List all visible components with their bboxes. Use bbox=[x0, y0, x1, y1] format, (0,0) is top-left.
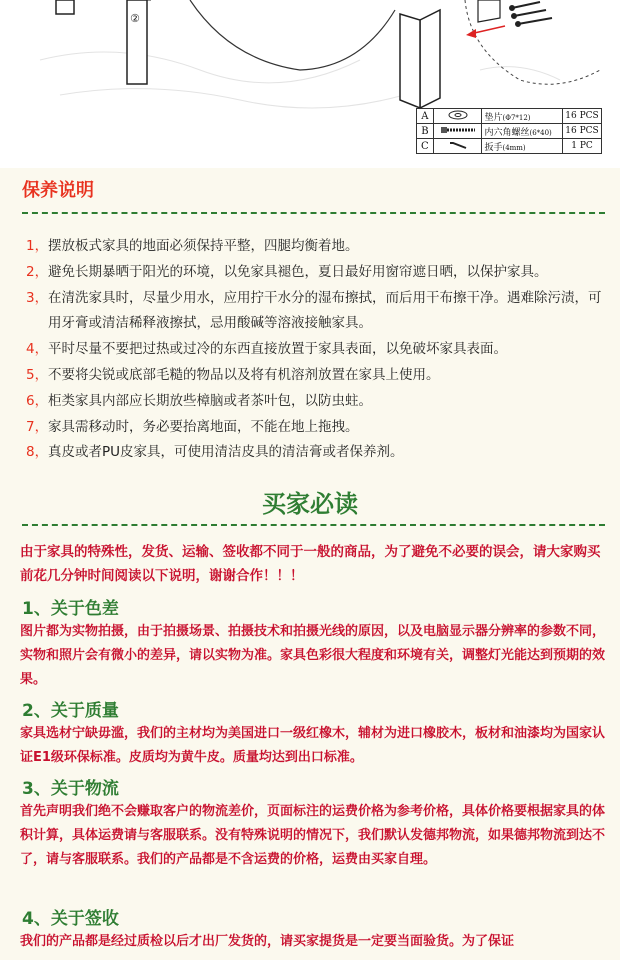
table-row bbox=[417, 109, 602, 124]
part-name: 垫片(Φ7*12) bbox=[482, 109, 563, 124]
part-qty: 16 PCS bbox=[563, 124, 602, 139]
list-item: 8， 真皮或者PU皮家具，可使用清洁皮具的清洁膏或者保养剂。 bbox=[26, 444, 404, 461]
list-item: 2， 避免长期暴晒于阳光的环境，以免家具褪色，夏日最好用窗帘遮日晒，以保护家具。 bbox=[26, 263, 548, 280]
part-letter: A bbox=[417, 109, 434, 124]
list-item: 1， 摆放板式家具的地面必须保持平整，四腿均衡着地。 bbox=[26, 238, 359, 254]
red-arrow-icon bbox=[466, 26, 505, 38]
screws-icon bbox=[510, 2, 552, 26]
list-item: 7， 家具需移动时，务必要抬离地面，不能在地上拖拽。 bbox=[26, 418, 359, 435]
section-text-logistics: 首先声明我们绝不会赚取客户的物流差价，页面标注的运费价格为参考价格，具体价格要根据家具的体积计算，具体运费请与客服联系。没有特殊说明的情况下，我们默认发德邦物流，如果德邦物流到达不了，请与客服联系。我们的产品都是不含运费的价格，运费由买家自理。 bbox=[20, 804, 606, 867]
hex-wrench-icon bbox=[433, 139, 482, 154]
hex-screw-icon bbox=[433, 124, 482, 139]
list-item: 6， 柜类家具内部应长期放些樟脑或者茶叶包，以防虫蛀。 bbox=[26, 392, 372, 409]
assembly-diagram bbox=[0, 0, 620, 168]
care-list bbox=[26, 234, 611, 466]
section-heading-logistics: 3、关于物流 bbox=[22, 779, 119, 799]
section-heading-quality: 2、关于质量 bbox=[22, 701, 119, 721]
tabletop-arc bbox=[190, 0, 395, 70]
part-name: 内六角螺丝(6*40) bbox=[482, 124, 563, 139]
list-item: 4， 平时尽量不要把过热或过冷的东西直接放置于家具表面，以免破坏家具表面。 bbox=[26, 341, 507, 358]
care-title: 保养说明 bbox=[22, 180, 94, 201]
part-name: 扳手(4mm) bbox=[482, 139, 563, 154]
table-row bbox=[417, 124, 602, 139]
part-number: ② bbox=[130, 12, 140, 25]
section-heading-color: 1、关于色差 bbox=[22, 599, 119, 619]
buyer-title: 买家必读 bbox=[262, 490, 358, 518]
section-text-color: 图片都为实物拍摄，由于拍摄场景、拍摄技术和拍摄光线的原因，以及电脑显示器分辨率的参数不同，实物和照片会有微小的差异，请以实物为准。家具色彩很大程度和环境有关，调整灯光能达到预期的效果。 bbox=[20, 624, 606, 687]
side-panel bbox=[400, 14, 420, 108]
divider bbox=[22, 212, 605, 214]
board-left bbox=[56, 0, 74, 14]
table-row bbox=[417, 139, 602, 154]
part-qty: 16 PCS bbox=[563, 109, 602, 124]
parts-table bbox=[416, 108, 602, 154]
part-letter: C bbox=[417, 139, 434, 154]
section-heading-signing: 4、关于签收 bbox=[22, 909, 119, 929]
section-text-signing: 我们的产品都是经过质检以后才出厂发货的，请买家提货是一定要当面验货。为了保证 bbox=[20, 934, 515, 949]
divider bbox=[22, 524, 605, 526]
list-item: 3， 在清洗家具时，尽量少用水，应用拧干水分的湿布擦拭，而后用干布擦干净。遇难除污渍，可用牙膏或清洁稀释液擦拭，忌用酸碱等溶液接触家具。 bbox=[26, 289, 602, 332]
list-item: 5， 不要将尖锐或底部毛糙的物品以及将有机溶剂放置在家具上使用。 bbox=[26, 366, 440, 383]
part-letter: B bbox=[417, 124, 434, 139]
buyer-intro: 由于家具的特殊性，发货、运输、签收都不同于一般的商品，为了避免不必要的误会，请大家购买前花几分钟时间阅读以下说明，谢谢合作！！！ bbox=[20, 544, 601, 584]
part-qty: 1 PC bbox=[563, 139, 602, 154]
section-text-quality: 家具选材宁缺毋滥，我们的主材均为美国进口一级红橡木，辅材为进口橡胶木，板材和油漆均为国家认证E1级环保标准。皮质均为黄牛皮。质量均达到出口标准。 bbox=[20, 726, 606, 765]
washer-icon bbox=[433, 109, 482, 124]
